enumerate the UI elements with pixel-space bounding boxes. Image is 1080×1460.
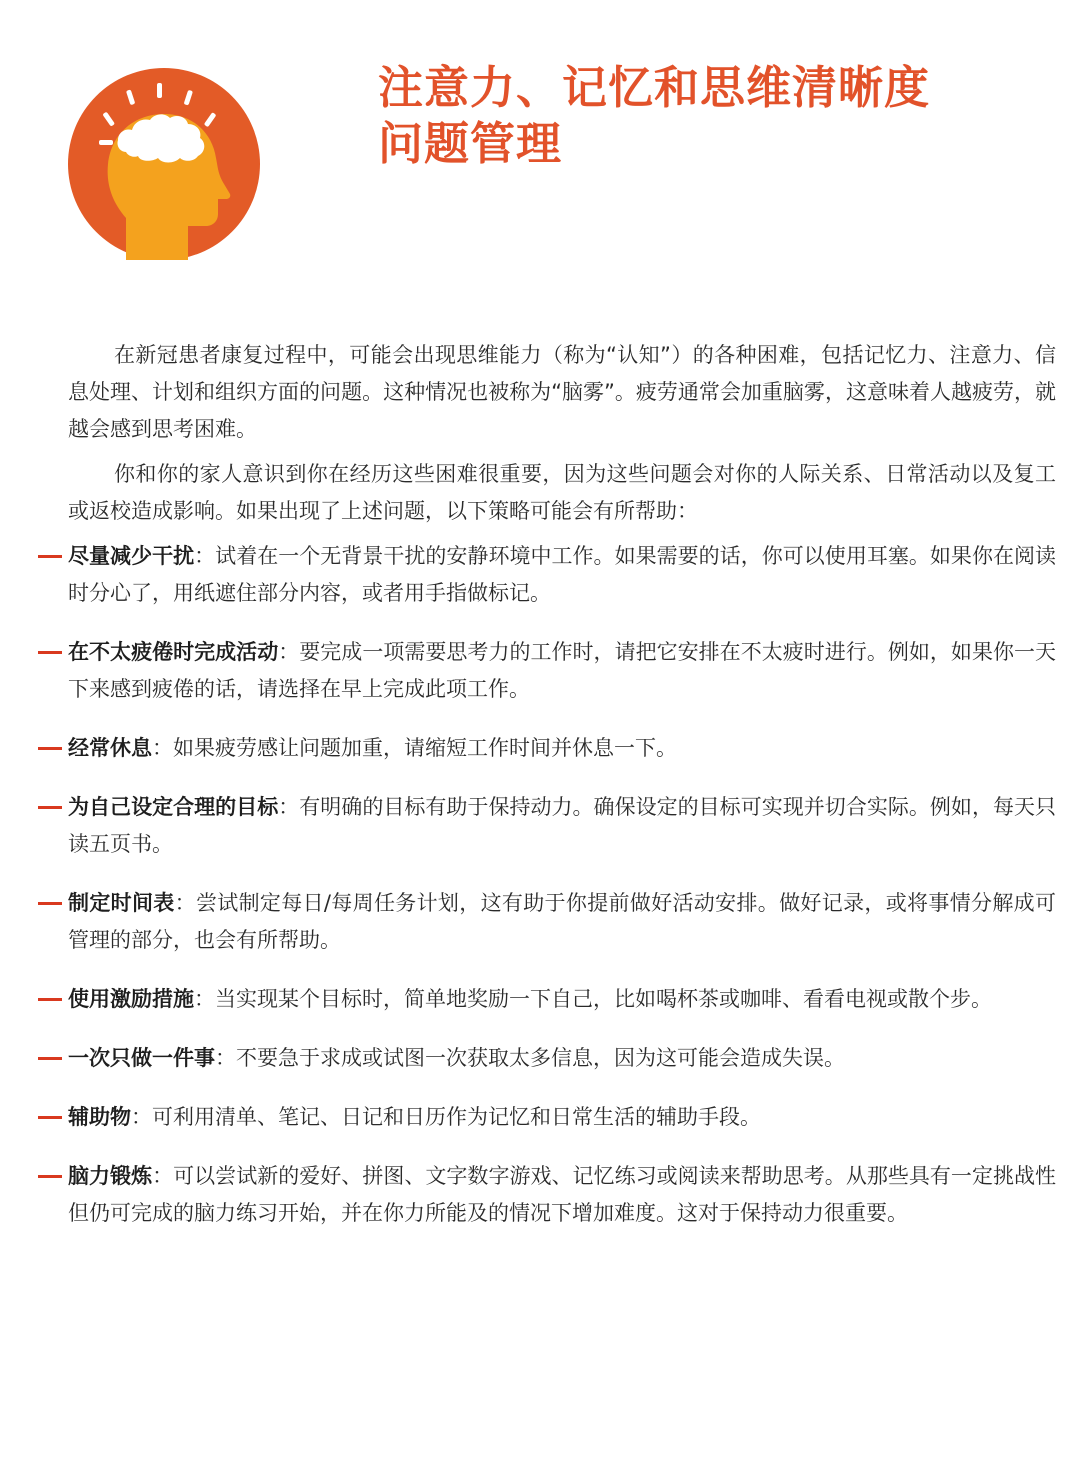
strategy-text: 可以尝试新的爱好、拼图、文字数字游戏、记忆练习或阅读来帮助思考。从那些具有一定挑战性但仍可完成的脑力练习开始，并在你力所能及的情况下增加难度。这对于保持动力很重要。: [68, 1164, 1057, 1225]
dash-bullet-icon: [38, 1116, 62, 1119]
page-title: [378, 60, 1058, 172]
strategy-term: 制定时间表: [68, 891, 175, 915]
strategy-item: [68, 634, 1056, 708]
separator: ：: [152, 1164, 174, 1188]
separator: ：: [131, 1105, 152, 1129]
strategy-text: 要完成一项需要思考力的工作时，请把它安排在不太疲时进行。例如，如果你一天下来感到疲倦的话，请选择在早上完成此项工作。: [68, 640, 1057, 701]
separator: ：: [194, 987, 215, 1011]
strategy-term: 辅助物: [68, 1105, 131, 1129]
strategy-item: [68, 538, 1056, 612]
strategy-term: 一次只做一件事: [68, 1046, 215, 1070]
strategy-item: [68, 1040, 1056, 1077]
strategy-text: 如果疲劳感让问题加重，请缩短工作时间并休息一下。: [173, 736, 677, 760]
dash-bullet-icon: [38, 1057, 62, 1060]
dash-bullet-icon: [38, 1175, 62, 1178]
strategy-item: [68, 981, 1056, 1018]
head-with-brain-icon: [68, 68, 260, 260]
strategy-item: [68, 1099, 1056, 1136]
separator: ：: [152, 736, 173, 760]
separator: ：: [174, 891, 196, 915]
strategy-text: 可利用清单、笔记、日记和日历作为记忆和日常生活的辅助手段。: [152, 1105, 761, 1129]
intro-paragraph: 你和你的家人意识到你在经历这些困难很重要，因为这些问题会对你的人际关系、日常活动以及复工或返校造成影响。如果出现了上述问题，以下策略可能会有所帮助：: [68, 462, 1056, 523]
strategy-text: 当实现某个目标时，简单地奖励一下自己，比如喝杯茶或咖啡、看看电视或散个步。: [215, 987, 992, 1011]
strategy-term: 尽量减少干扰: [68, 544, 195, 568]
strategy-text: 不要急于求成或试图一次获取太多信息，因为这可能会造成失误。: [236, 1046, 845, 1070]
dash-bullet-icon: [38, 747, 62, 750]
strategy-term: 经常休息: [68, 736, 152, 760]
strategy-term: 在不太疲倦时完成活动: [68, 640, 279, 664]
strategy-item: [68, 730, 1056, 767]
strategy-text: 尝试制定每日/每周任务计划，这有助于你提前做好活动安排。做好记录，或将事情分解成可管理的部分，也会有所帮助。: [68, 891, 1057, 952]
separator: ：: [215, 1046, 236, 1070]
strategy-list: [68, 538, 1056, 1232]
strategy-item: [68, 1158, 1056, 1232]
strategy-term: 为自己设定合理的目标: [68, 795, 279, 819]
dash-bullet-icon: [38, 998, 62, 1001]
title-line-2: 问题管理: [378, 117, 563, 170]
strategy-item: [68, 789, 1056, 863]
strategy-item: [68, 885, 1056, 959]
main-content: [68, 337, 1056, 1254]
strategy-term: 使用激励措施: [68, 987, 194, 1011]
separator: ：: [278, 795, 300, 819]
intro-paragraph: 在新冠患者康复过程中，可能会出现思维能力（称为“认知”）的各种困难，包括记忆力、注意力、信息处理、计划和组织方面的问题。这种情况也被称为“脑雾”。疲劳通常会加重脑雾，这意味着人越疲劳，就越会感到思考困难。: [68, 343, 1056, 441]
separator: ：: [278, 640, 300, 664]
dash-bullet-icon: [38, 902, 62, 905]
dash-bullet-icon: [38, 555, 62, 558]
strategy-term: 脑力锻炼: [68, 1164, 153, 1188]
strategy-text: 有明确的目标有助于保持动力。确保设定的目标可实现并切合实际。例如，每天只读五页书。: [68, 795, 1057, 856]
title-line-1: 注意力、记忆和思维清晰度: [378, 61, 931, 114]
separator: ：: [194, 544, 216, 568]
strategy-text: 试着在一个无背景干扰的安静环境中工作。如果需要的话，你可以使用耳塞。如果你在阅读时分心了，用纸遮住部分内容，或者用手指做标记。: [68, 544, 1057, 605]
dash-bullet-icon: [38, 806, 62, 809]
dash-bullet-icon: [38, 651, 62, 654]
